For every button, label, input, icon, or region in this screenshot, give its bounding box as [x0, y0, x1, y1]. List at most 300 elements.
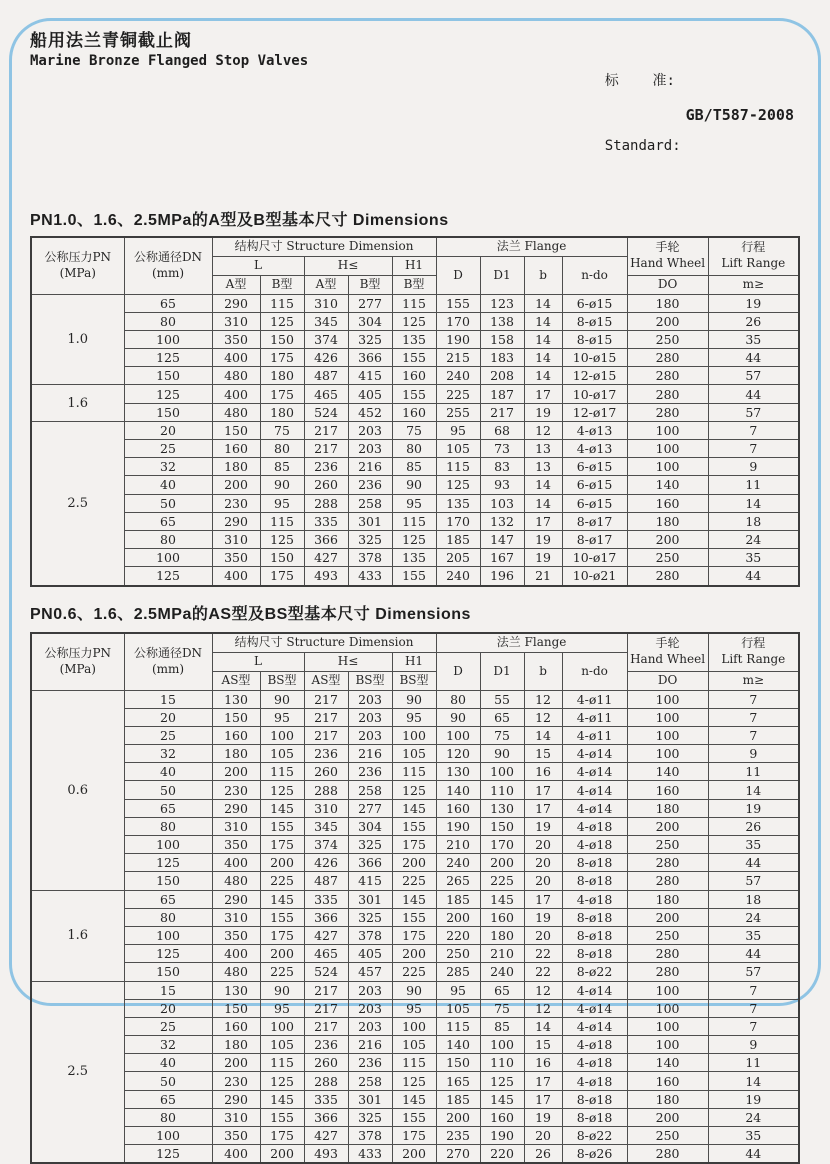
dimension-value: 4-ø18 [562, 1036, 627, 1054]
page-subtitle: Marine Bronze Flanged Stop Valves [30, 53, 308, 69]
dimension-value: 10-ø17 [562, 385, 627, 403]
dimension-value: 12 [524, 999, 562, 1017]
table-row [31, 476, 799, 494]
dimension-value: 19 [524, 549, 562, 567]
dimension-value: 12-ø17 [562, 403, 627, 421]
dn-value: 80 [124, 530, 212, 548]
dimension-value: 19 [708, 294, 799, 312]
standard-label-en: Standard: [605, 136, 681, 158]
dimension-value: 345 [304, 312, 348, 330]
dimension-value: 35 [708, 836, 799, 854]
dimension-value: 225 [392, 872, 436, 890]
dimension-value: 4-ø11 [562, 726, 627, 744]
dimension-value: 524 [304, 963, 348, 981]
dimension-value: 9 [708, 458, 799, 476]
pressure-label: 公称压力PN [32, 250, 124, 266]
pressure-group-value: 2.5 [31, 421, 124, 585]
dimension-value: 400 [212, 567, 260, 586]
dimension-value: 280 [627, 367, 708, 385]
dimension-value: 203 [348, 690, 392, 708]
dimension-value: 9 [708, 745, 799, 763]
dimension-value: 80 [392, 440, 436, 458]
dimension-value: 115 [436, 458, 480, 476]
dimension-value: 170 [436, 312, 480, 330]
document-header [30, 26, 798, 202]
dimension-value: 95 [436, 421, 480, 439]
dimension-value: 400 [212, 349, 260, 367]
dimension-value: 250 [627, 549, 708, 567]
dimension-value: 433 [348, 567, 392, 586]
dn-value: 40 [124, 763, 212, 781]
dimension-value: 301 [348, 512, 392, 530]
dimension-value: 217 [304, 708, 348, 726]
dimension-value: 170 [480, 836, 524, 854]
dimension-value: 140 [627, 476, 708, 494]
dimension-value: 17 [524, 781, 562, 799]
dimension-value: 19 [524, 530, 562, 548]
pressure-group-value: 1.6 [31, 385, 124, 421]
table-row [31, 908, 799, 926]
dimension-value: 17 [524, 1072, 562, 1090]
dimension-value: 203 [348, 726, 392, 744]
dimension-value: 183 [480, 349, 524, 367]
dn-value: 65 [124, 799, 212, 817]
dimension-value: 190 [436, 330, 480, 348]
dimension-value: 185 [436, 1090, 480, 1108]
dimension-value: 150 [480, 817, 524, 835]
dimension-value: 135 [392, 330, 436, 348]
dimension-value: 140 [627, 1054, 708, 1072]
dimension-value: 374 [304, 330, 348, 348]
dn-value: 65 [124, 1090, 212, 1108]
dimension-value: 180 [212, 458, 260, 476]
dimension-value: 280 [627, 963, 708, 981]
dimension-value: 196 [480, 567, 524, 586]
dimension-value: 4-ø14 [562, 1017, 627, 1035]
dimension-value: 44 [708, 854, 799, 872]
dimension-value: 200 [627, 817, 708, 835]
dimension-value: 85 [480, 1017, 524, 1035]
dimension-value: 20 [524, 836, 562, 854]
dimension-value: 465 [304, 385, 348, 403]
col-header-hand-wheel [627, 633, 708, 672]
dimension-value: 155 [392, 908, 436, 926]
dimension-value: 160 [627, 1072, 708, 1090]
dimension-value: 100 [627, 1017, 708, 1035]
dimension-value: 130 [212, 690, 260, 708]
table-row [31, 421, 799, 439]
dimension-value: 100 [627, 726, 708, 744]
col-header-lift-range [708, 237, 799, 276]
dimension-value: 115 [260, 1054, 304, 1072]
dimension-value: 217 [304, 981, 348, 999]
dimension-value: 90 [260, 690, 304, 708]
dimension-value: 12 [524, 421, 562, 439]
dimension-value: 4-ø18 [562, 1054, 627, 1072]
hand-wheel-label-cn: 手轮 [628, 240, 708, 256]
dimension-value: 7 [708, 1017, 799, 1035]
dimension-value: 100 [627, 1036, 708, 1054]
dimension-value: 190 [436, 817, 480, 835]
col-header-L: L [212, 652, 304, 671]
dimension-value: 90 [260, 476, 304, 494]
dimension-value: 465 [304, 945, 348, 963]
dimension-value: 19 [708, 1090, 799, 1108]
dimension-value: 21 [524, 567, 562, 586]
dimension-value: 290 [212, 1090, 260, 1108]
dn-value: 15 [124, 981, 212, 999]
dimension-value: 150 [212, 421, 260, 439]
table-row [31, 708, 799, 726]
dimension-value: 19 [524, 817, 562, 835]
col-header-m: m≥ [708, 275, 799, 294]
dimension-value: 100 [627, 708, 708, 726]
dimension-value: 378 [348, 1127, 392, 1145]
dimension-value: 155 [260, 817, 304, 835]
dimension-value: 125 [392, 312, 436, 330]
dimension-value: 95 [436, 981, 480, 999]
dimension-value: 335 [304, 1090, 348, 1108]
dimension-value: 7 [708, 981, 799, 999]
dimension-value: 200 [260, 945, 304, 963]
dimension-value: 217 [304, 690, 348, 708]
dimension-value: 135 [392, 549, 436, 567]
table-row [31, 763, 799, 781]
dimension-value: 125 [260, 312, 304, 330]
dimension-value: 115 [260, 294, 304, 312]
dimension-table-ab [30, 236, 800, 587]
dimension-value: 203 [348, 708, 392, 726]
dimension-value: 115 [392, 512, 436, 530]
dimension-value: 405 [348, 945, 392, 963]
dimension-value: 301 [348, 1090, 392, 1108]
dimension-value: 12 [524, 981, 562, 999]
dimension-value: 17 [524, 385, 562, 403]
col-header-H-typeAS: AS型 [304, 671, 348, 690]
dimension-value: 200 [212, 476, 260, 494]
dimension-value: 158 [480, 330, 524, 348]
dimension-value: 8-ø18 [562, 926, 627, 944]
dimension-value: 8-ø22 [562, 1127, 627, 1145]
col-header-L-typeA: A型 [212, 275, 260, 294]
col-header-L-typeBS: BS型 [260, 671, 304, 690]
dn-value: 20 [124, 999, 212, 1017]
dimension-value: 220 [480, 1145, 524, 1164]
dimension-value: 225 [260, 872, 304, 890]
dimension-value: 145 [392, 890, 436, 908]
dimension-value: 415 [348, 872, 392, 890]
dimension-value: 155 [260, 908, 304, 926]
dimension-value: 100 [436, 726, 480, 744]
dimension-value: 427 [304, 1127, 348, 1145]
dimension-value: 8-ø18 [562, 945, 627, 963]
table2-header [31, 633, 799, 691]
dimension-value: 120 [436, 745, 480, 763]
dimension-value: 280 [627, 567, 708, 586]
table-row [31, 926, 799, 944]
table-row [31, 1145, 799, 1164]
dimension-value: 35 [708, 330, 799, 348]
table-row [31, 549, 799, 567]
dimension-value: 280 [627, 403, 708, 421]
dimension-value: 85 [260, 458, 304, 476]
dimension-value: 250 [627, 330, 708, 348]
dn-value: 150 [124, 367, 212, 385]
dimension-value: 200 [627, 530, 708, 548]
dn-value: 32 [124, 458, 212, 476]
dimension-value: 187 [480, 385, 524, 403]
table-row [31, 1090, 799, 1108]
table-row [31, 1072, 799, 1090]
dimension-value: 236 [348, 476, 392, 494]
dimension-value: 200 [392, 1145, 436, 1164]
document-sheet [30, 26, 798, 1164]
dimension-value: 310 [212, 817, 260, 835]
dimension-value: 14 [524, 476, 562, 494]
dimension-value: 8-ø15 [562, 330, 627, 348]
dimension-value: 105 [436, 440, 480, 458]
dimension-value: 12 [524, 690, 562, 708]
dn-value: 80 [124, 817, 212, 835]
page-title: 船用法兰青铜截止阀 [30, 26, 308, 51]
dimension-value: 400 [212, 1145, 260, 1164]
dimension-value: 115 [260, 512, 304, 530]
dimension-value: 100 [627, 421, 708, 439]
dimension-value: 145 [392, 1090, 436, 1108]
dimension-value: 125 [392, 1072, 436, 1090]
dimension-value: 304 [348, 312, 392, 330]
dimension-value: 7 [708, 421, 799, 439]
dimension-value: 160 [436, 799, 480, 817]
dimension-value: 170 [436, 512, 480, 530]
dimension-value: 280 [627, 854, 708, 872]
dn-value: 15 [124, 690, 212, 708]
dimension-value: 7 [708, 708, 799, 726]
col-header-diameter [124, 633, 212, 691]
dimension-value: 180 [627, 890, 708, 908]
dimension-value: 95 [260, 999, 304, 1017]
dn-value: 125 [124, 567, 212, 586]
dn-value: 125 [124, 945, 212, 963]
dimension-value: 236 [304, 1036, 348, 1054]
dimension-value: 145 [480, 1090, 524, 1108]
dimension-value: 6-ø15 [562, 494, 627, 512]
dimension-value: 203 [348, 981, 392, 999]
dimension-value: 160 [212, 440, 260, 458]
col-header-D: D [436, 652, 480, 690]
dn-value: 80 [124, 312, 212, 330]
dimension-value: 280 [627, 945, 708, 963]
col-header-diameter [124, 237, 212, 295]
dimension-value: 235 [436, 1127, 480, 1145]
dimension-value: 160 [392, 403, 436, 421]
dn-value: 50 [124, 494, 212, 512]
col-header-H-typeB: B型 [348, 275, 392, 294]
table-row [31, 817, 799, 835]
dimension-value: 8-ø18 [562, 908, 627, 926]
dimension-value: 180 [212, 745, 260, 763]
dimension-value: 145 [480, 890, 524, 908]
table-row [31, 367, 799, 385]
col-header-L: L [212, 256, 304, 275]
col-header-H1-typeB: B型 [392, 275, 436, 294]
dimension-value: 277 [348, 799, 392, 817]
dimension-value: 17 [524, 1090, 562, 1108]
dn-value: 40 [124, 1054, 212, 1072]
dimension-value: 160 [392, 367, 436, 385]
dimension-value: 19 [708, 799, 799, 817]
dn-value: 25 [124, 1017, 212, 1035]
dimension-value: 240 [436, 367, 480, 385]
pressure-unit: (MPa) [32, 662, 124, 678]
dimension-value: 280 [627, 872, 708, 890]
dimension-value: 175 [260, 385, 304, 403]
dimension-value: 4-ø11 [562, 708, 627, 726]
dimension-value: 427 [304, 926, 348, 944]
dimension-value: 160 [212, 726, 260, 744]
diameter-unit: (mm) [125, 662, 212, 678]
col-header-b: b [524, 256, 562, 294]
dimension-value: 180 [627, 1090, 708, 1108]
dimension-value: 145 [260, 799, 304, 817]
dimension-value: 90 [392, 690, 436, 708]
dimension-value: 378 [348, 549, 392, 567]
table-row [31, 1017, 799, 1035]
dimension-value: 288 [304, 1072, 348, 1090]
dimension-value: 68 [480, 421, 524, 439]
dimension-value: 44 [708, 1145, 799, 1164]
dimension-value: 17 [524, 512, 562, 530]
dimension-value: 10-ø17 [562, 549, 627, 567]
dn-value: 65 [124, 294, 212, 312]
table-row [31, 294, 799, 312]
dimension-value: 115 [392, 763, 436, 781]
table-row [31, 385, 799, 403]
dimension-value: 16 [524, 763, 562, 781]
dimension-value: 310 [212, 908, 260, 926]
dimension-value: 200 [392, 945, 436, 963]
dimension-value: 57 [708, 872, 799, 890]
col-header-H-typeBS: BS型 [348, 671, 392, 690]
dimension-value: 208 [480, 367, 524, 385]
dimension-value: 155 [392, 385, 436, 403]
dimension-value: 258 [348, 1072, 392, 1090]
dn-value: 80 [124, 1108, 212, 1126]
pressure-label: 公称压力PN [32, 646, 124, 662]
dimension-value: 200 [480, 854, 524, 872]
dimension-value: 4-ø18 [562, 817, 627, 835]
table-row [31, 330, 799, 348]
dimension-value: 4-ø14 [562, 981, 627, 999]
dimension-value: 240 [436, 854, 480, 872]
dimension-value: 80 [436, 690, 480, 708]
dimension-value: 105 [260, 745, 304, 763]
title-block [30, 26, 308, 69]
dimension-value: 95 [392, 999, 436, 1017]
dimension-value: 415 [348, 367, 392, 385]
dimension-value: 378 [348, 926, 392, 944]
dn-value: 32 [124, 745, 212, 763]
dimension-value: 350 [212, 549, 260, 567]
table-row [31, 403, 799, 421]
pressure-group-value: 1.6 [31, 890, 124, 981]
dimension-value: 180 [260, 403, 304, 421]
dimension-value: 350 [212, 836, 260, 854]
dimension-value: 217 [304, 999, 348, 1017]
dimension-value: 6-ø15 [562, 458, 627, 476]
dimension-value: 160 [212, 1017, 260, 1035]
col-header-pressure [31, 633, 124, 691]
dimension-value: 65 [480, 981, 524, 999]
dimension-value: 10-ø21 [562, 567, 627, 586]
diameter-unit: (mm) [125, 266, 212, 282]
col-header-D1: D1 [480, 256, 524, 294]
dimension-value: 19 [524, 908, 562, 926]
dimension-value: 9 [708, 1036, 799, 1054]
dimension-value: 493 [304, 567, 348, 586]
dimension-value: 130 [212, 981, 260, 999]
table-row [31, 999, 799, 1017]
table-row [31, 781, 799, 799]
dimension-value: 125 [260, 1072, 304, 1090]
dimension-value: 185 [436, 890, 480, 908]
dn-value: 100 [124, 549, 212, 567]
dimension-value: 132 [480, 512, 524, 530]
dimension-value: 240 [436, 567, 480, 586]
dimension-value: 57 [708, 367, 799, 385]
dimension-value: 105 [392, 1036, 436, 1054]
dn-value: 50 [124, 1072, 212, 1090]
dn-value: 150 [124, 963, 212, 981]
dimension-value: 8-ø17 [562, 530, 627, 548]
dimension-value: 55 [480, 690, 524, 708]
dimension-value: 7 [708, 440, 799, 458]
dimension-value: 426 [304, 349, 348, 367]
dimension-value: 103 [480, 494, 524, 512]
dimension-value: 175 [260, 349, 304, 367]
dimension-value: 19 [524, 1108, 562, 1126]
dimension-value: 123 [480, 294, 524, 312]
dimension-value: 335 [304, 890, 348, 908]
dimension-value: 14 [524, 312, 562, 330]
dimension-value: 290 [212, 512, 260, 530]
dimension-value: 15 [524, 1036, 562, 1054]
col-header-D: D [436, 256, 480, 294]
dimension-value: 135 [436, 494, 480, 512]
dimension-value: 200 [212, 763, 260, 781]
dimension-value: 100 [627, 440, 708, 458]
pressure-group-value: 0.6 [31, 690, 124, 890]
dimension-value: 400 [212, 854, 260, 872]
dimension-value: 15 [524, 745, 562, 763]
dimension-value: 8-ø26 [562, 1145, 627, 1164]
dimension-value: 44 [708, 567, 799, 586]
table2-caption: PN0.6、1.6、2.5MPa的AS型及BS型基本尺寸 Dimensions [30, 601, 798, 624]
dimension-value: 95 [392, 494, 436, 512]
dimension-value: 260 [304, 763, 348, 781]
dimension-value: 175 [260, 926, 304, 944]
dn-value: 20 [124, 421, 212, 439]
dimension-value: 288 [304, 494, 348, 512]
dimension-value: 205 [436, 549, 480, 567]
dn-value: 125 [124, 1145, 212, 1164]
dimension-value: 200 [627, 908, 708, 926]
dimension-value: 90 [392, 981, 436, 999]
dimension-value: 105 [436, 999, 480, 1017]
col-header-structure: 结构尺寸 Structure Dimension [212, 633, 436, 653]
dimension-value: 125 [436, 476, 480, 494]
dimension-value: 310 [212, 312, 260, 330]
